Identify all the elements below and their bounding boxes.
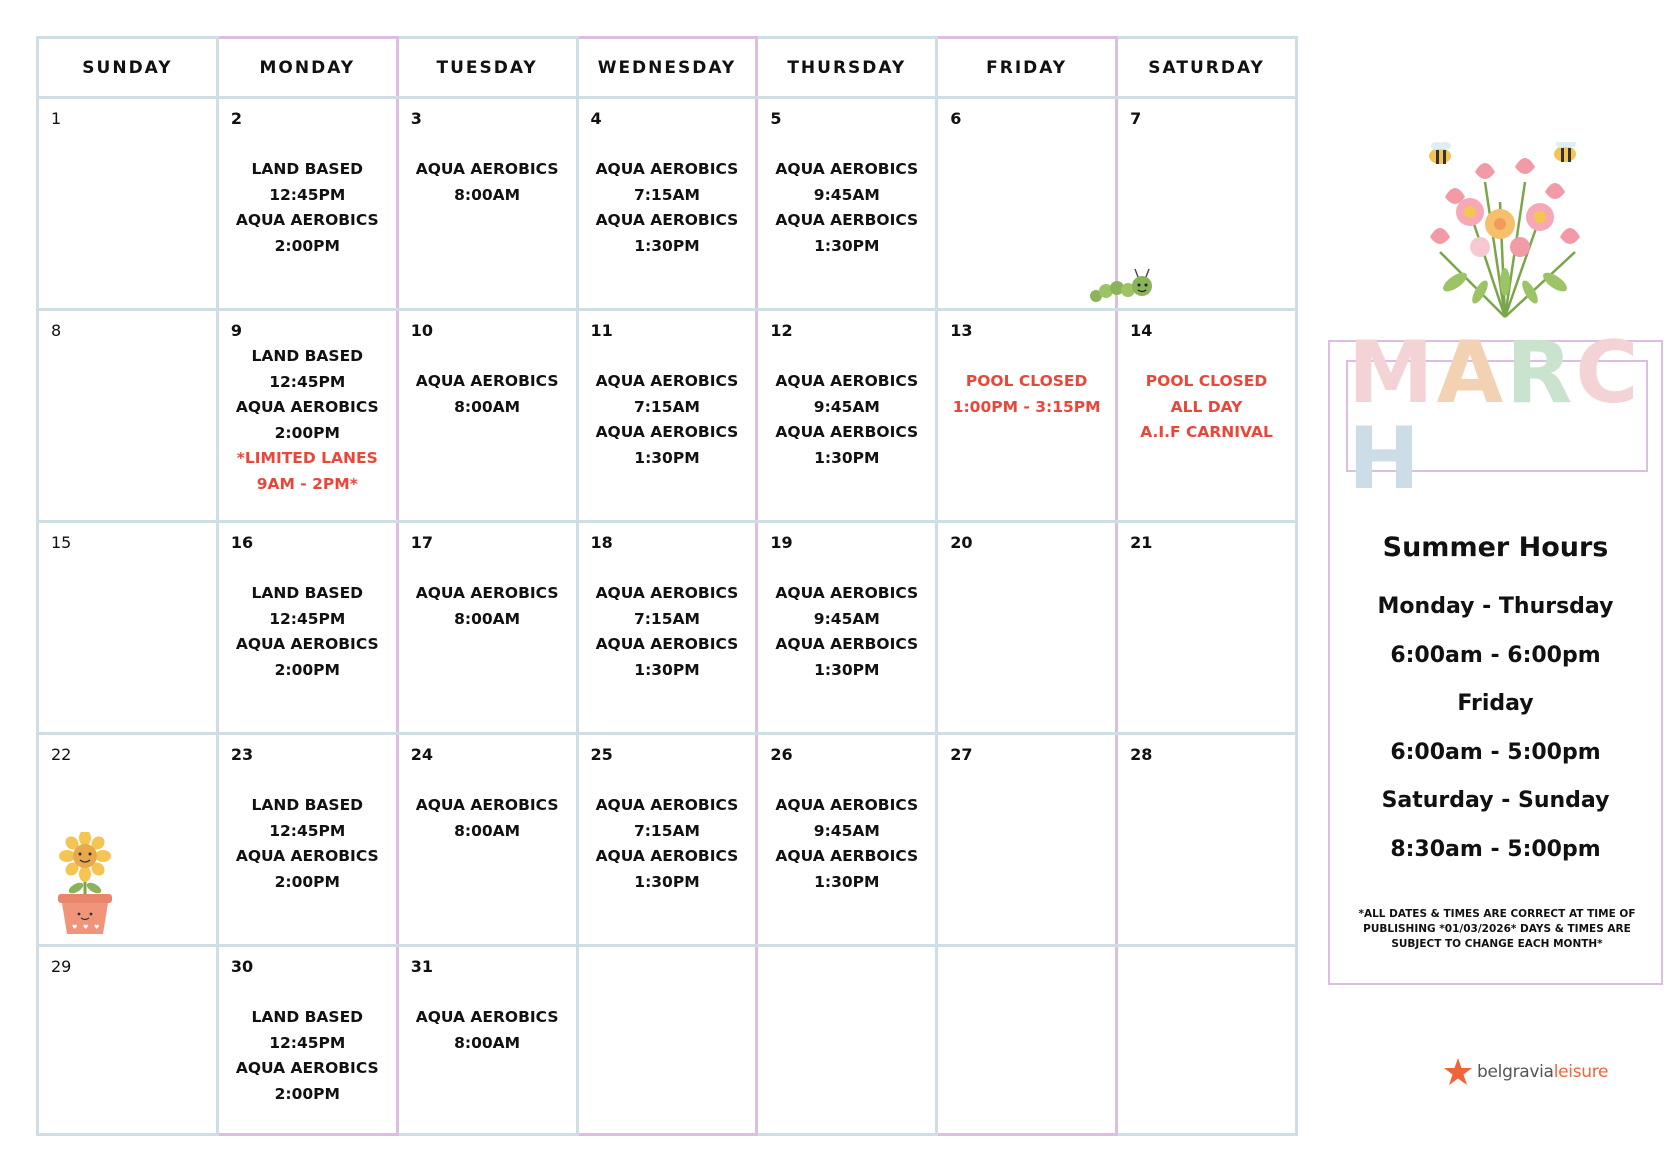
calendar-week-row	[38, 522, 1297, 734]
event-line: 9:45AM	[813, 185, 880, 204]
day-number: 10	[410, 321, 433, 341]
calendar-day-cell	[397, 522, 577, 734]
weekday-header: TUESDAY	[397, 38, 577, 98]
svg-text:♥: ♥	[83, 924, 89, 931]
event-line: 2:00PM	[274, 660, 340, 679]
star-logo-icon	[1443, 1057, 1473, 1087]
weekday-header: WEDNESDAY	[577, 38, 757, 98]
event-line: AQUA AEROBICS	[235, 847, 379, 866]
event-line: AQUA AEROBICS	[775, 796, 919, 815]
event-line: 9:45AM	[813, 397, 880, 416]
event-line: AQUA AEROBICS	[595, 423, 739, 442]
event-line: AQUA AEROBICS	[415, 160, 559, 178]
event-alert: 9AM - 2PM*	[256, 474, 358, 493]
day-number: 1	[51, 109, 62, 128]
event-line: 2:00PM	[274, 423, 340, 442]
logo-text-accent: leisure	[1553, 1062, 1609, 1082]
day-number: 28	[1130, 745, 1153, 765]
day-number: 25	[590, 745, 613, 765]
weekday-header: SUNDAY	[38, 38, 218, 98]
calendar-day-cell	[577, 310, 757, 522]
event-line: AQUA AEROBICS	[235, 211, 379, 229]
event-line: LAND BASED	[251, 796, 364, 815]
calendar-day-cell	[38, 522, 218, 734]
month-letter: R	[1506, 323, 1576, 423]
calendar-day-cell	[937, 946, 1117, 1135]
calendar-day-cell	[757, 946, 937, 1135]
calendar-day-cell	[217, 98, 397, 310]
day-number: 7	[1130, 109, 1142, 128]
day-number: 4	[590, 109, 602, 128]
event-line: AQUA AEROBICS	[415, 584, 559, 603]
calendar-week-row	[38, 310, 1297, 522]
event-line: AQUA AERBOICS	[775, 635, 919, 654]
event-line: 12:45PM	[269, 609, 346, 628]
logo-text-main: belgravia	[1477, 1062, 1554, 1082]
calendar-day-cell	[217, 310, 397, 522]
calendar-day-cell	[1117, 522, 1297, 734]
day-number: 15	[51, 533, 72, 553]
calendar-day-cell	[577, 98, 757, 310]
calendar-day-cell	[397, 310, 577, 522]
event-line: 1:30PM	[634, 872, 700, 891]
event-line: AQUA AEROBICS	[235, 635, 379, 654]
event-line: AQUA AEROBICS	[235, 398, 379, 417]
day-number: 11	[590, 321, 613, 341]
belgravia-leisure-logo	[1443, 1057, 1608, 1087]
event-line: 1:30PM	[634, 448, 700, 467]
event-line: AQUA AEROBICS	[775, 584, 919, 603]
day-events	[579, 99, 756, 259]
day-number: 3	[410, 109, 422, 128]
day-number: 13	[950, 321, 973, 341]
weekday-header: SATURDAY	[1117, 38, 1297, 98]
event-line: 7:15AM	[633, 821, 700, 840]
event-line: 7:15AM	[633, 397, 700, 416]
event-line: AQUA AEROBICS	[595, 584, 739, 603]
calendar-week-row	[38, 734, 1297, 946]
day-number: 5	[770, 109, 782, 128]
event-line: AQUA AEROBICS	[595, 372, 739, 391]
event-line: 1:30PM	[814, 448, 880, 467]
day-number: 29	[51, 957, 72, 977]
month-calendar	[36, 36, 1298, 1136]
calendar-day-cell	[937, 310, 1117, 522]
weekday-header: THURSDAY	[757, 38, 937, 98]
day-number: 16	[230, 533, 254, 553]
day-number: 30	[230, 957, 254, 977]
hours-line: Monday - Thursday	[1377, 594, 1614, 619]
event-line: LAND BASED	[251, 1008, 364, 1027]
day-number: 14	[1130, 321, 1153, 341]
hours-line: Friday	[1457, 691, 1534, 716]
hours-title: Summer Hours	[1382, 532, 1609, 563]
event-line: 2:00PM	[274, 872, 340, 891]
flower-bouquet-icon	[1400, 142, 1610, 322]
calendar-day-cell	[217, 734, 397, 946]
event-line: 8:00AM	[454, 1033, 521, 1052]
day-number: 26	[770, 745, 793, 765]
event-line: AQUA AEROBICS	[595, 847, 739, 866]
event-line: 2:00PM	[274, 1084, 340, 1103]
calendar-day-cell	[38, 946, 218, 1135]
event-alert: POOL CLOSED	[1145, 372, 1268, 391]
logo-text	[1477, 1062, 1608, 1082]
event-line: 9:45AM	[813, 609, 880, 628]
day-events	[219, 311, 396, 497]
day-number: 8	[51, 321, 62, 341]
month-title	[1348, 323, 1646, 509]
month-title-box	[1346, 323, 1648, 509]
month-letter: C	[1575, 323, 1642, 423]
calendar-day-cell	[1117, 946, 1297, 1135]
calendar-day-cell	[577, 946, 757, 1135]
event-line: AQUA AEROBICS	[595, 635, 739, 654]
calendar-day-cell	[757, 522, 937, 734]
sunflower-pot-icon	[52, 832, 118, 936]
disclaimer-notice: *ALL DATES & TIMES ARE CORRECT AT TIME OF PUBLISHING *01/03/2026* DAYS & TIMES ARE SUBJECT TO CHANGE EACH MONTH*	[1358, 908, 1636, 950]
event-alert: 1:00PM - 3:15PM	[952, 397, 1101, 416]
month-letter: H	[1348, 409, 1423, 509]
calendar-day-cell	[757, 98, 937, 310]
event-alert: *LIMITED LANES	[236, 449, 378, 468]
day-number: 24	[410, 745, 433, 765]
event-line: AQUA AERBOICS	[775, 847, 919, 866]
day-events	[758, 99, 935, 259]
opening-hours	[1330, 532, 1661, 874]
event-line: AQUA AEROBICS	[415, 372, 559, 391]
day-number: 18	[590, 533, 613, 553]
info-panel	[1328, 323, 1663, 985]
calendar-day-cell	[38, 98, 218, 310]
weekday-header: MONDAY	[217, 38, 397, 98]
event-line: 7:15AM	[633, 185, 700, 204]
event-line: 8:00AM	[454, 821, 521, 840]
weekday-header: FRIDAY	[937, 38, 1117, 98]
calendar-day-cell	[38, 310, 218, 522]
calendar-day-cell	[757, 734, 937, 946]
event-line: 7:15AM	[633, 609, 700, 628]
event-line: LAND BASED	[251, 584, 364, 603]
day-number: 12	[770, 321, 793, 341]
event-line: 9:45AM	[813, 821, 880, 840]
event-line: 12:45PM	[269, 1033, 346, 1052]
day-number: 20	[950, 533, 973, 553]
hours-line: 8:30am - 5:00pm	[1390, 836, 1601, 862]
calendar-day-cell	[757, 310, 937, 522]
event-line: AQUA AEROBICS	[595, 796, 739, 815]
day-number: 19	[770, 533, 793, 553]
event-line: AQUA AEROBICS	[415, 1008, 559, 1027]
day-number: 2	[230, 109, 242, 128]
calendar-week-row	[38, 946, 1297, 1135]
calendar-day-cell	[937, 522, 1117, 734]
day-number: 22	[51, 745, 72, 765]
event-line: 12:45PM	[269, 821, 346, 840]
event-line: AQUA AEROBICS	[595, 211, 739, 229]
day-number: 31	[410, 957, 433, 977]
event-line: AQUA AERBOICS	[775, 423, 919, 442]
event-line: LAND BASED	[251, 347, 364, 366]
event-line: AQUA AEROBICS	[595, 160, 739, 178]
svg-text:♥: ♥	[72, 924, 78, 931]
day-events	[219, 99, 396, 259]
event-line: 1:30PM	[814, 236, 880, 255]
event-line: 8:00AM	[454, 185, 521, 204]
event-line: LAND BASED	[251, 160, 364, 178]
calendar-day-cell	[397, 98, 577, 310]
event-line: 1:30PM	[814, 872, 880, 891]
hours-line: Saturday - Sunday	[1381, 788, 1610, 813]
event-alert: POOL CLOSED	[965, 372, 1088, 391]
day-events	[399, 99, 576, 208]
calendar-day-cell	[217, 946, 397, 1135]
weekday-header-row	[38, 38, 1297, 98]
event-alert: A.I.F CARNIVAL	[1140, 423, 1273, 442]
hours-line: 6:00am - 6:00pm	[1390, 642, 1601, 668]
calendar-day-cell	[397, 734, 577, 946]
event-line: AQUA AEROBICS	[235, 1059, 379, 1078]
event-line: 8:00AM	[454, 397, 521, 416]
event-line: 12:45PM	[269, 372, 346, 391]
event-alert: ALL DAY	[1170, 397, 1243, 416]
day-number: 27	[950, 745, 973, 765]
event-line: AQUA AEROBICS	[415, 796, 559, 815]
calendar-day-cell	[397, 946, 577, 1135]
caterpillar-icon	[1088, 266, 1160, 306]
event-line: 1:30PM	[634, 660, 700, 679]
day-number: 9	[230, 321, 242, 341]
month-letter: A	[1436, 323, 1507, 423]
calendar-day-cell	[577, 522, 757, 734]
calendar-day-cell	[1117, 734, 1297, 946]
event-line: AQUA AEROBICS	[775, 160, 919, 178]
calendar-day-cell	[577, 734, 757, 946]
event-line: AQUA AEROBICS	[775, 372, 919, 391]
event-line: 8:00AM	[454, 609, 521, 628]
calendar-day-cell	[937, 734, 1117, 946]
day-number: 6	[950, 109, 962, 128]
calendar-day-cell	[1117, 310, 1297, 522]
event-line: AQUA AERBOICS	[775, 211, 919, 229]
event-line: 1:30PM	[814, 660, 880, 679]
day-number: 23	[230, 745, 254, 765]
month-letter: M	[1348, 323, 1437, 423]
day-number: 17	[410, 533, 433, 553]
svg-text:♥: ♥	[94, 924, 100, 931]
event-line: 12:45PM	[269, 185, 346, 204]
event-line: 1:30PM	[634, 236, 700, 255]
event-line: 2:00PM	[274, 236, 340, 255]
hours-line: 6:00am - 5:00pm	[1390, 739, 1601, 765]
day-number: 21	[1130, 533, 1153, 553]
calendar-day-cell	[217, 522, 397, 734]
